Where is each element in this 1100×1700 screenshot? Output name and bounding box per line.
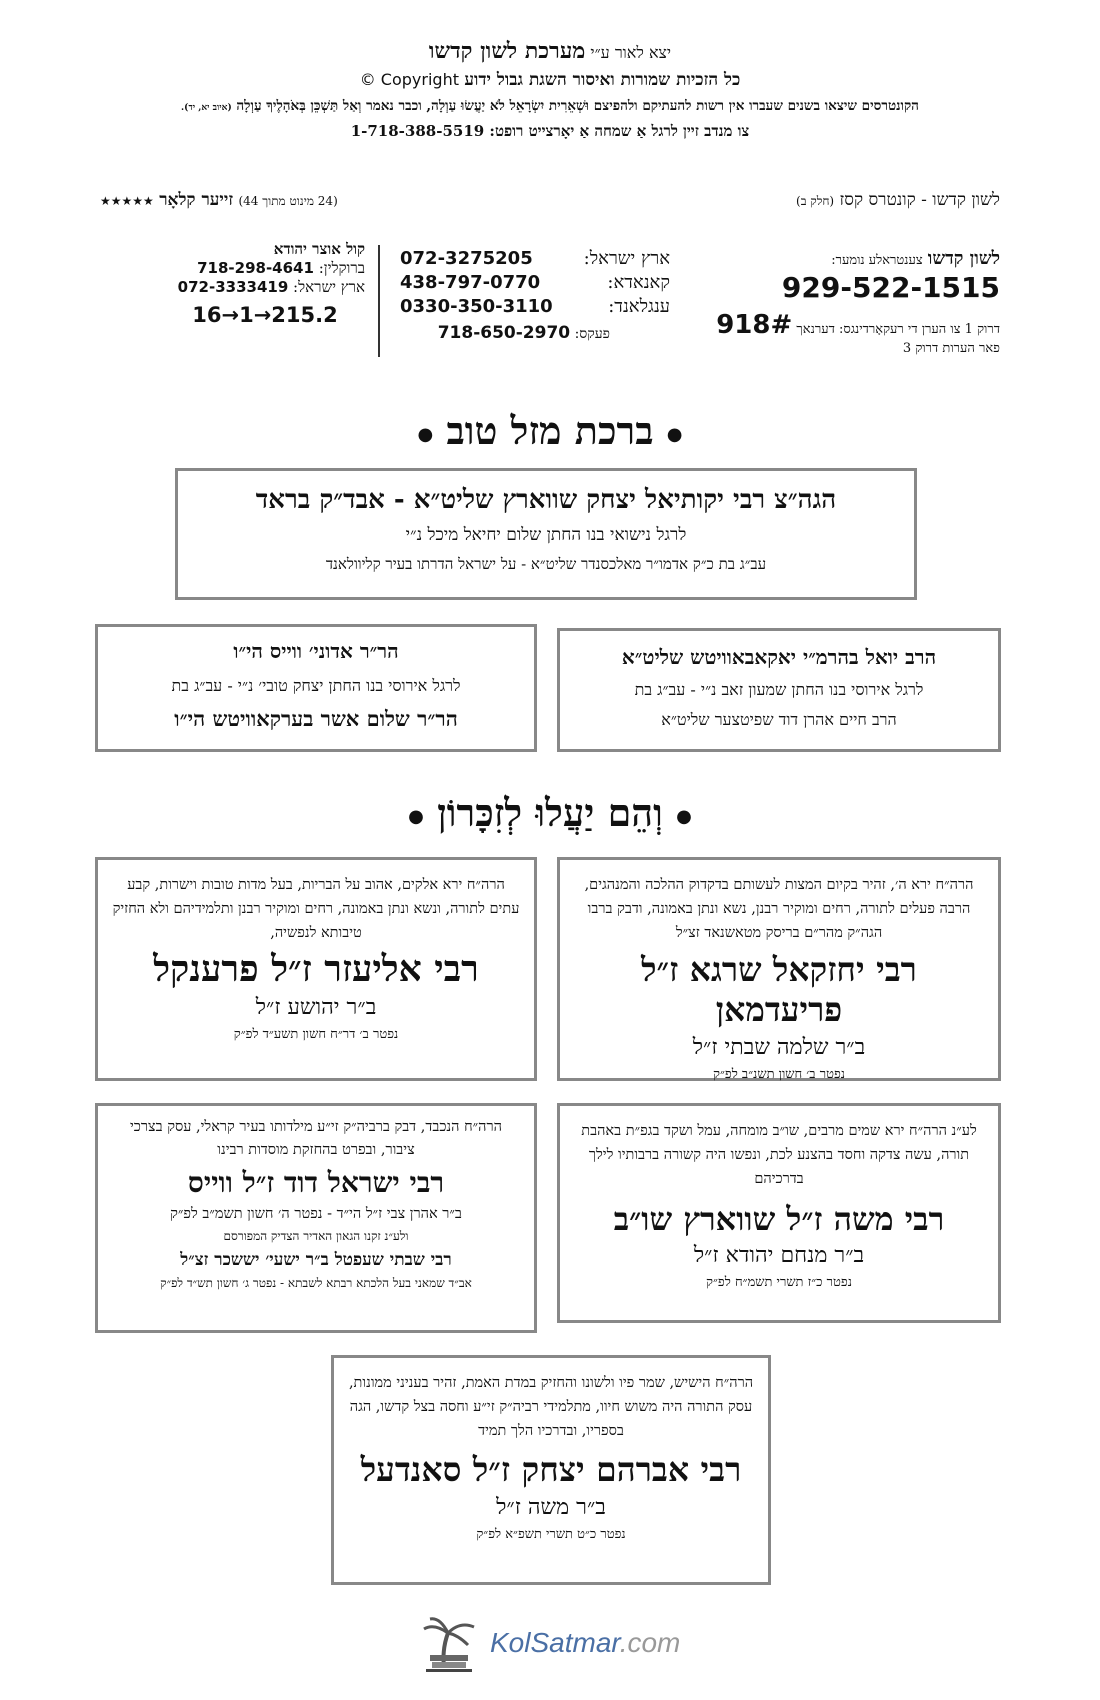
- memorial-box-4: [95, 1103, 537, 1333]
- series-title: [796, 190, 1000, 210]
- memorial-desc: הרה״ח ירא אלקים, אהוב על הבריות, בעל מדות טובות וישרות, קבע עתים לתורה, ונשא ונתן באמונה, רחים ומוקיר רבנן ותלמידיהם ולא החזיק טיבותא לנפשיה,: [112, 877, 520, 941]
- contact-divider: [378, 245, 380, 357]
- memorial-father: ב״ר שלמה שבתי ז״ל: [692, 1034, 866, 1060]
- memorial-date: נפטר ב׳ חשון תשנ״ב לפ״ק: [713, 1066, 845, 1082]
- memorial-name: רבי ישראל דוד ז״ל ווייס: [187, 1166, 445, 1200]
- mazel-right-box: [557, 628, 1001, 752]
- mazel-left-line1: הר״ר אדוני׳ ווייס הי״ו: [233, 639, 399, 663]
- kol-code: 16→1→215.2: [192, 303, 338, 327]
- memorial-date: אב״ד שמאני בעל הלכתא רבתא לשבתא - נפטר ג׳ חשון תש״ד לפ״ק: [160, 1276, 472, 1291]
- fax-label: פעקס:: [574, 326, 610, 342]
- kol-israel-label: ארץ ישראל:: [293, 278, 365, 296]
- memorial-extra-intro: ולע״נ זקנו הגאון האדיר הצדיק המפורסם: [223, 1229, 409, 1244]
- contact-intl: [400, 248, 670, 343]
- record-number: 918#: [716, 310, 793, 340]
- mazel-main-box: [175, 468, 917, 600]
- contact-kol: [165, 240, 365, 327]
- notice-text: הקונטרסים שיצאו בשנים שעברו אין רשות להעתיקם ולהפיצם וּשְׁאֵרִית יִשְׂרָאֵל לֹא יַעֲשׂוּ עַוְלָה, וכבר נאמר וְאַל תַּשְׁכֵּן בְּאֹהָלֶיךָ עַוְלָה: [236, 98, 919, 114]
- memorial-box-1: [557, 857, 1001, 1081]
- copyright-hebrew: כל הזכיות שמורות ואיסור השגת גבול ידוע: [464, 70, 741, 90]
- copyright-line: [0, 70, 1100, 90]
- memorial-heading: וְהֵם יַעֲלוּ לְזִכָּרוֹן: [437, 790, 663, 835]
- notice-line: [0, 98, 1100, 114]
- contact-main: [700, 248, 1000, 356]
- copyright-english: Copyright ©: [359, 70, 459, 89]
- mazel-heading: ברכת מזל טוב: [446, 408, 654, 453]
- contact-block: [100, 240, 1000, 365]
- notes-instructions: פאר הערות דרוק 3: [902, 341, 1000, 356]
- memorial-date: נפטר כ״ט תשרי תשפ״א לפ״ק: [476, 1526, 626, 1542]
- main-phone[interactable]: 929-522-1515: [781, 271, 1000, 304]
- intl-label: ענגלאנד:: [608, 296, 670, 317]
- intl-row-israel: [400, 248, 670, 269]
- memorial-desc: הרה״ח ירא ה׳, זהיר בקיום המצות לעשותם בדקדוק ההלכה והמנהגים, הרבה פעלים לתורה, רחים ומוקיר רבנן, נשא ונתן באמונה, ודבק ברבו הגה״ק מהר״ם בריסק מטאשנאד זצ״ל: [584, 877, 974, 941]
- mazel-left-box: [95, 624, 537, 752]
- memorial-desc: הרה״ח הישיש, שמר פיו ולשונו והחזיק במדת האמת, זהיר בעניני ממונות, עסק התורה היה משוש חיוו, מתלמידי רביה״ק זי״ע וחסה בצל קדשו, הגה בספריו, ובדרכיו הלך תמיד: [348, 1375, 754, 1439]
- kol-israel-phone[interactable]: 072-3333419: [177, 278, 289, 296]
- kol-brooklyn-label: ברוקלין:: [318, 259, 365, 277]
- memorial-box-2: [95, 857, 537, 1081]
- bullet-icon: ●: [417, 424, 434, 445]
- mazel-right-line2: לרגל אירוסי בנו החתן שמעון זאב נ״י - עב״ג בת: [634, 680, 924, 699]
- memorial-date: נפטר כ״ז תשרי תשמ״ח לפ״ק: [706, 1274, 852, 1290]
- publisher-small: יצא לאור ע״י: [590, 43, 672, 62]
- mazel-right-line1: הרב יואל בהרמ״י יאקאבאוויטש שליט״א: [621, 645, 937, 669]
- intl-row-canada: [400, 272, 670, 293]
- series-part: (חלק ב): [796, 194, 835, 208]
- memorial-extra-name: רבי שבתי שעפטל ב״ר ישעי׳ יששכר זצ״ל: [180, 1250, 452, 1271]
- publisher-line: [0, 38, 1100, 64]
- header: [0, 38, 1100, 141]
- mazel-main-line3: עב״ג בת כ״ק אדמו״ר מאלכסנדר שליט״א - על ישראל הדרתו בעיר קליוולאנד: [325, 555, 767, 573]
- site-name-suffix: .com: [619, 1627, 681, 1658]
- intl-label: ארץ ישראל:: [583, 248, 670, 269]
- site-name: [490, 1627, 680, 1659]
- kol-brooklyn: [165, 259, 365, 278]
- notice-ref: (איוב יא, יד).: [181, 103, 232, 113]
- bullet-icon: ●: [666, 424, 683, 445]
- site-name-main: KolSatmar: [490, 1627, 620, 1658]
- memorial-name: רבי משה ז״ל שווארץ שו״ב: [613, 1199, 945, 1238]
- intl-row-england: [400, 296, 670, 317]
- series-label: לשון קדשו - קונטרס קסז: [839, 190, 1000, 210]
- kol-israel: [165, 278, 365, 297]
- kol-title: קול אוצר יהודא: [273, 240, 365, 258]
- section-mazel-title: [0, 408, 1100, 454]
- memorial-father: ב״ר יהושע ז״ל: [255, 994, 377, 1020]
- record-instructions: דרוק 1 צו הערן די רעקאָרדינגס: דערנאך: [796, 322, 1000, 337]
- memorial-name: רבי אליעזר ז״ל פרענקל: [153, 947, 479, 990]
- bullet-icon: ●: [408, 806, 424, 827]
- mazel-main-line1: הגה״צ רבי יקותיאל יצחק שווארץ שליט״א - אבד״ק בראד: [255, 485, 837, 515]
- mazel-right-line3: הרב חיים אהרן דוד שפיטצער שליט״א: [661, 710, 897, 729]
- mazel-left-line3: הר״ר שלום אשר בערקאוויטש הי״ו: [174, 706, 458, 731]
- mazel-main-line2: לרגל נישואי בנו החתן שלום יחיאל מיכל נ״י: [405, 525, 687, 545]
- stars-icon: ★★★★★: [100, 194, 154, 208]
- intl-phone[interactable]: 072-3275205: [400, 248, 533, 269]
- kol-brooklyn-phone[interactable]: 718-298-4641: [197, 259, 314, 277]
- memorial-father: ב״ר משה ז״ל: [496, 1494, 606, 1520]
- fax-number[interactable]: 718-650-2970: [437, 323, 571, 343]
- memorial-father: ב״ר מנחם יהודא ז״ל: [693, 1242, 865, 1268]
- donate-text: צו מנדב זיין לרגל אַ שמחה אַ יאָרצייט רופט: 1-718-388-5519: [350, 122, 750, 140]
- memorial-name: רבי יחזקאל שרגא ז״ל פריעדמאן: [641, 949, 917, 1029]
- section-memorial-title: [0, 790, 1100, 836]
- publisher-name: מערכת לשון קדשו: [428, 38, 586, 64]
- mazel-left-line2: לרגל אירוסי בנו החתן יצחק טובי׳ נ״י - עב״ג בת: [171, 676, 461, 695]
- intl-phone[interactable]: 438-797-0770: [400, 272, 541, 293]
- fax-row: [400, 323, 670, 343]
- main-subtitle: צענטראלע נומער:: [831, 253, 923, 268]
- footer-logo[interactable]: [420, 1615, 700, 1675]
- palm-tree-icon: [420, 1615, 480, 1673]
- donate-line: [0, 122, 1100, 141]
- memorial-desc: הרה״ח הנכבד, דבק ברביה״ק זי״ע מילדותו בעיר קראלי, עסק בצרכי ציבור, ובפרט בהחזקת מוסדות רבינו: [129, 1119, 502, 1159]
- duration: (24 מינוט מתוך 44): [238, 194, 338, 208]
- intl-label: קאנאדא:: [607, 272, 670, 293]
- main-title: לשון קדשו: [927, 248, 1000, 269]
- memorial-desc: לע״נ הרה״ח ירא שמים מרבים, שו״ב מומחה, עמל ושקד בגפ״ת באהבת תורה, עשה צדקה וחסד בהצנע לכת, ונפשו היה קשורה ברבותיו לילך בדרכיהם: [581, 1123, 977, 1187]
- memorial-box-3: [557, 1103, 1001, 1323]
- clarity-label: זייער קלאָר: [159, 190, 234, 210]
- rating: [100, 190, 338, 210]
- subheader: [100, 190, 1000, 216]
- intl-phone[interactable]: 0330-350-3110: [400, 296, 553, 317]
- memorial-box-5: [331, 1355, 771, 1585]
- memorial-date: נפטר ב׳ דר״ח חשון תשע״ד לפ״ק: [233, 1026, 399, 1042]
- memorial-father: ב״ר אהרן צבי ז״ל הי״ד - נפטר ה׳ חשון תשמ״ב לפ״ק: [170, 1206, 462, 1223]
- memorial-name: רבי אברהם יצחק ז״ל סאנדעל: [360, 1449, 742, 1489]
- bullet-icon: ●: [676, 806, 692, 827]
